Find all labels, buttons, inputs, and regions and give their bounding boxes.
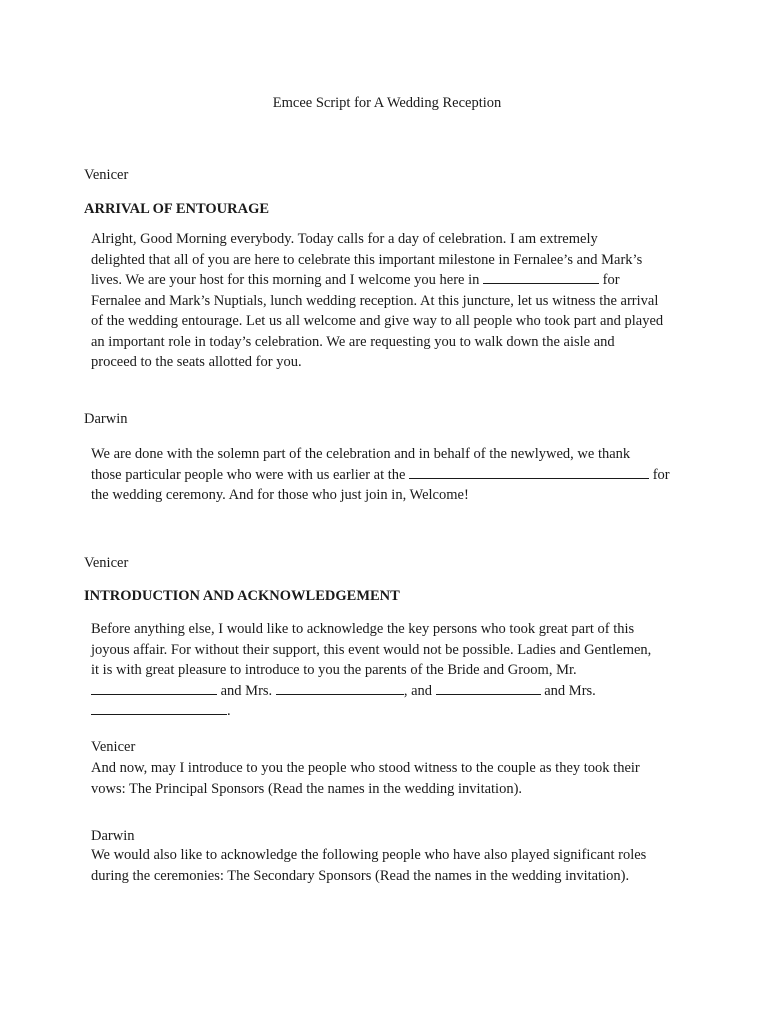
paragraph-line	[91, 465, 670, 486]
paragraph-line: during the ceremonies: The Secondary Sponsors (Read the names in the wedding invitation).	[91, 867, 630, 884]
section-heading: INTRODUCTION AND ACKNOWLEDGEMENT	[84, 588, 400, 604]
line-text: for	[652, 466, 670, 483]
paragraph-principal-sponsors	[91, 758, 640, 799]
paragraph-line: delighted that all of you are here to celebrate this important milestone in Fernalee’s and Mark’s	[91, 251, 643, 268]
ceremony-venue-blank	[409, 465, 649, 479]
paragraph-line	[91, 681, 651, 702]
speaker-label: Darwin	[84, 411, 128, 427]
speaker-label: Venicer	[84, 555, 129, 571]
paragraph-line: And now, may I introduce to you the people who stood witness to the couple as they took their	[91, 760, 640, 776]
name-blank	[91, 681, 217, 695]
paragraph-line	[91, 701, 651, 722]
line-text: .	[227, 703, 231, 719]
paragraph-line: We would also like to acknowledge the following people who have also played significant roles	[91, 847, 647, 863]
paragraph-line: an important role in today’s celebration. We are requesting you to walk down the aisle and	[91, 333, 615, 350]
document-title: Emcee Script for A Wedding Reception	[272, 95, 502, 111]
paragraph-line: We are done with the solemn part of the celebration and in behalf of the newlywed, we thank	[91, 446, 631, 462]
line-text: and Mrs.	[544, 682, 596, 699]
speaker-label: Venicer	[84, 167, 129, 183]
paragraph-thanks	[91, 444, 670, 506]
paragraph-line: proceed to the seats allotted for you.	[91, 354, 302, 370]
paragraph-acknowledgement	[91, 619, 651, 722]
paragraph-line: Alright, Good Morning everybody. Today calls for a day of celebration. I am extremely	[91, 231, 598, 247]
paragraph-line	[91, 270, 663, 291]
paragraph-line: vows: The Principal Sponsors (Read the names in the wedding invitation).	[91, 780, 523, 797]
name-blank	[436, 681, 541, 695]
line-text: lives. We are your host for this morning and I welcome you here in	[91, 272, 480, 288]
paragraph-arrival	[91, 229, 663, 373]
paragraph-secondary-sponsors	[91, 845, 646, 886]
line-text: those particular people who were with us earlier at the	[91, 466, 406, 483]
venue-blank	[483, 270, 599, 284]
speaker-label: Venicer	[91, 739, 136, 755]
paragraph-line: of the wedding entourage. Let us all welcome and give way to all people who took part and played	[91, 313, 664, 329]
name-blank	[276, 681, 404, 695]
paragraph-line: Fernalee and Mark’s Nuptials, lunch wedding reception. At this juncture, let us witness the arrival	[91, 292, 659, 309]
name-blank	[91, 701, 227, 715]
paragraph-line: joyous affair. For without their support, this event would not be possible. Ladies and Gentlemen,	[91, 641, 652, 658]
section-heading: ARRIVAL OF ENTOURAGE	[84, 201, 270, 217]
speaker-label: Darwin	[91, 828, 135, 844]
paragraph-line: Before anything else, I would like to acknowledge the key persons who took great part of this	[91, 621, 635, 637]
line-text: and Mrs.	[220, 682, 273, 699]
paragraph-line: the wedding ceremony. And for those who just join in, Welcome!	[91, 487, 469, 503]
paragraph-line: it is with great pleasure to introduce to you the parents of the Bride and Groom, Mr.	[91, 662, 577, 678]
line-text: for	[602, 272, 620, 288]
line-text: , and	[403, 682, 432, 699]
